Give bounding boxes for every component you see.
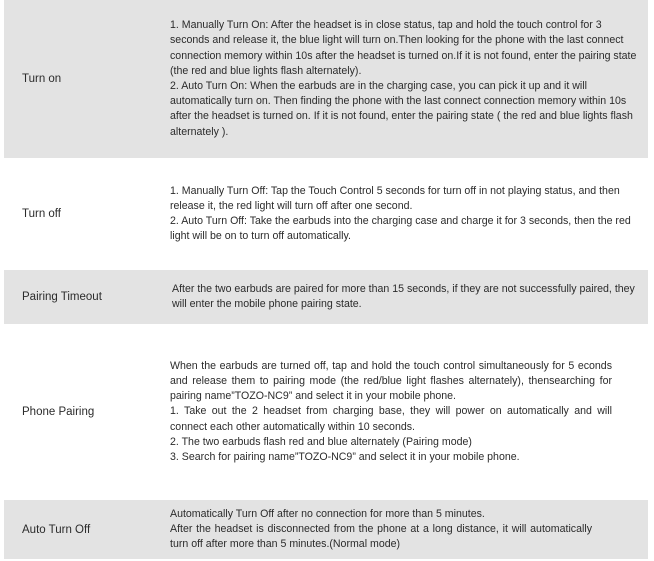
row-content [148,507,648,553]
content-line: 2. The two earbuds flash red and blue alternately (Pairing mode) [170,435,472,448]
content-line: 1. Manually Turn On: After the headset is in close status, tap and hold the touch control for 3 seconds and release it, the blue light will turn on.Then looking for the phone with the last connect connection memory within 10s after the headset is turned on.If it is not found, enter the pairing state (the red and blue lights flash alternately). [170,19,637,77]
table-row-turn-on [4,0,648,158]
content-line: When the earbuds are turned off, tap and hold the touch control simultaneously for 5 econds and release them to pairing mode (the red/blue light flashes alternately), thensearching for pairing name”TOZO-NC9” and select it in your mobile phone. [170,359,612,403]
row-content [148,18,648,140]
content-line: 2. Auto Turn Off: Take the earbuds into the charging case and charge it for 3 seconds, then the red light will be on to turn off automatically. [170,215,631,243]
content-line: 2. Auto Turn On: When the earbuds are in the charging case, you can pick it up and it will automatically turn on. Then finding the phone with the last connect connection memory within 10s after the headset is turned on. If it is not found, enter the pairing state ( the red and blue lights flash alternately ). [170,80,633,138]
content-line: After the headset is disconnected from the phone at a long distance, it will automatically turn off after more than 5 minutes.(Normal mode) [170,522,592,551]
table-row-pairing-timeout [4,270,648,324]
content-line: Automatically Turn Off after no connection for more than 5 minutes. [170,507,485,520]
row-content [148,184,648,245]
row-label: Auto Turn Off [22,523,91,536]
row-label: Turn on [22,73,62,85]
content-line: 1. Manually Turn Off: Tap the Touch Control 5 seconds for turn off in not playing status, and then release it, the red light will turn off after one second. [170,184,620,212]
table-row-auto-turn-off [4,500,648,559]
row-label: Turn off [22,208,61,220]
row-label: Phone Pairing [22,406,95,418]
row-content [148,282,648,312]
table-row-turn-off [4,158,648,270]
content-line: 3. Search for pairing name”TOZO-NC9” and select it in your mobile phone. [170,451,520,463]
content-line: 1. Take out the 2 headset from charging base, they will power on automatically and will connect each other automatically within 10 seconds. [170,405,612,433]
row-label: Pairing Timeout [22,291,102,303]
table-row-phone-pairing [4,324,648,500]
row-content [148,359,648,465]
content-line: After the two earbuds are paired for more than 15 seconds, if they are not successfully paired, they will enter the mobile phone pairing state. [172,282,635,310]
